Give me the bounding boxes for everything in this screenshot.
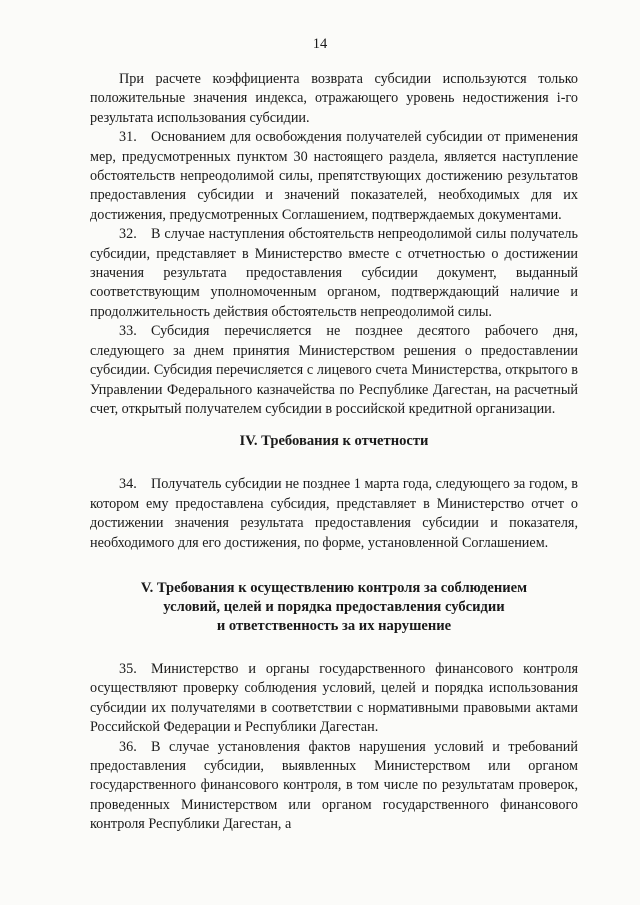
- paragraph-text: Получатель субсидии не позднее 1 марта года, следующего за годом, в котором ему предоставлена субсидия, представляет в Министерство отчет о достижении значения результата предоставления субсидии и показателя, необходимого для его достижения, по форме, установленной Соглашением.: [90, 476, 578, 551]
- paragraph-text: Министерство и органы государственного финансового контроля осуществляют проверку соблюдения условий, целей и порядка использования субсидии их получателями в соответствии с нормативными правовыми актами Российской Федерации и Республики Дагестан.: [90, 660, 578, 736]
- paragraph-text: В случае установления фактов нарушения условий и требований предоставления субсидии, выявленных Министерством или органом государственного финансового контроля, в том числе по результатам проверок, проведенных Министерством или органом государственного финансового контроля Республики Дагестан, а: [90, 738, 578, 833]
- paragraph-text: Субсидия перечисляется не позднее десятого рабочего дня, следующего за днем принятия Министерством решения о предоставлении субсидии. Субсидия перечисляется с лицевого счета Министерства, открытого в Управлении Федерального казначейства по Республике Дагестан, на расчетный счет, открытый получателем субсидии в российской кредитной организации.: [90, 323, 578, 417]
- section-4-heading: [90, 432, 578, 451]
- section-title-line: и ответственность за их нарушение: [216, 617, 452, 634]
- paragraph-number: 32.: [119, 226, 137, 243]
- section-title: IV. Требования к отчетности: [239, 433, 429, 450]
- section-title-line: V. Требования к осуществлению контроля за соблюдением: [140, 579, 528, 596]
- paragraph-number: 36.: [119, 738, 137, 755]
- paragraph-number: 35.: [119, 660, 137, 677]
- paragraph-36: [90, 738, 578, 835]
- paragraph-number: 34.: [119, 476, 137, 493]
- paragraph-35: [90, 660, 578, 738]
- paragraph-text: В случае наступления обстоятельств непреодолимой силы получатель субсидии, представляет в Министерство вместе с отчетностью о достижении значения результата предоставления субсидии документ, выданный соответствующим уполномоченным органом, подтверждающий наличие и продолжительность действия обстоятельств непреодолимой силы.: [90, 226, 578, 320]
- document-body: [90, 70, 578, 835]
- page-number: 14: [312, 36, 328, 52]
- section-title-line: условий, целей и порядка предоставления субсидии: [163, 598, 505, 615]
- paragraph-number: 33.: [119, 323, 137, 340]
- paragraph-31: [90, 128, 578, 225]
- paragraph-coefficient: [90, 70, 578, 128]
- paragraph-32: [90, 225, 578, 322]
- paragraph-number: 31.: [119, 129, 137, 146]
- paragraph-text: При расчете коэффициента возврата субсидии используются только положительные значения индекса, отражающего уровень недостижения i-го результата использования субсидии.: [90, 71, 578, 126]
- section-5-heading: [90, 579, 578, 636]
- paragraph-34: [90, 475, 578, 553]
- paragraph-33: [90, 322, 578, 419]
- paragraph-text: Основанием для освобождения получателей субсидии от применения мер, предусмотренных пунктом 30 настоящего раздела, является наступление обстоятельств непреодолимой силы, препятствующих достижению результатов предоставления субсидии и значений показателей, необходимых для их достижения, предусмотренных Соглашением, подтверждаемых документами.: [90, 129, 578, 223]
